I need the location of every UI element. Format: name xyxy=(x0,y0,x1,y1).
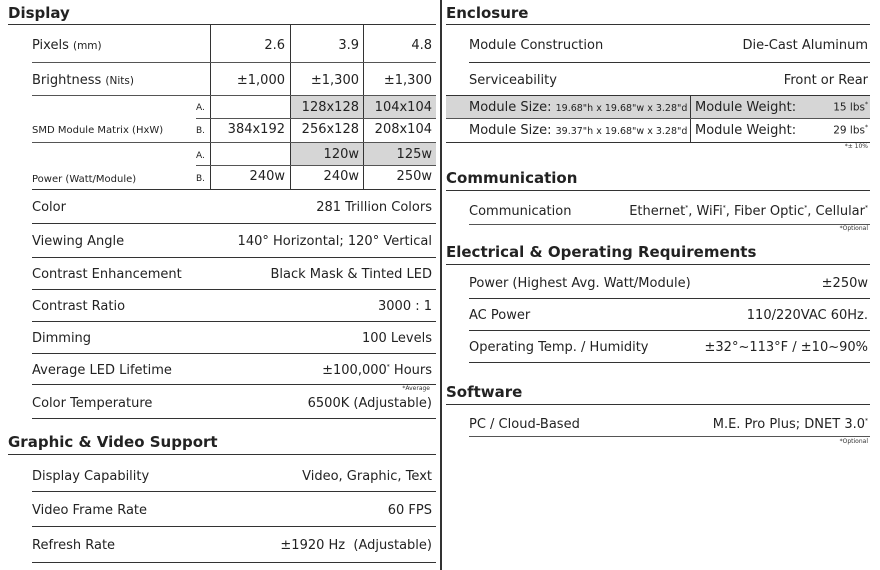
power-b-value: 240w xyxy=(249,169,285,184)
divider xyxy=(446,190,870,191)
column-divider xyxy=(440,0,442,570)
module-weight-a-label: Module Weight: xyxy=(695,100,797,115)
row-b-marker: B. xyxy=(196,126,206,136)
divider xyxy=(32,257,436,258)
brightness-value: ±1,300 xyxy=(310,73,359,88)
brightness-value: ±1,000 xyxy=(236,73,285,88)
row-a-marker: A. xyxy=(196,103,205,113)
divider xyxy=(446,118,870,119)
spec-row-contrast-enhancement: Contrast Enhancement Black Mask & Tinted LED xyxy=(32,267,432,282)
module-size-b: Module Size: 39.37"h x 19.68"w x 3.28"d xyxy=(469,123,688,138)
brightness-value: ±1,300 xyxy=(383,73,432,88)
divider xyxy=(8,454,436,455)
spec-row-refresh-rate: Refresh Rate ±1920 Hz (Adjustable) xyxy=(32,538,432,553)
divider xyxy=(469,330,870,331)
display-section-title: Display xyxy=(8,4,70,22)
spec-row-serviceability: Serviceability Front or Rear xyxy=(469,73,868,88)
footnote: *Optional xyxy=(839,438,868,445)
divider xyxy=(32,223,436,224)
divider xyxy=(32,95,436,96)
divider xyxy=(446,24,870,25)
divider xyxy=(32,321,436,322)
spec-row-color: Color 281 Trillion Colors xyxy=(32,200,432,215)
power-label: Power (Watt/Module) xyxy=(32,174,137,185)
divider xyxy=(32,562,436,563)
footnote: *Average xyxy=(402,385,430,392)
spec-row-construction: Module Construction Die-Cast Aluminum xyxy=(469,38,868,53)
divider xyxy=(32,526,436,527)
power-a-value: 120w xyxy=(323,147,359,162)
module-size-a: Module Size: 19.68"h x 19.68"w x 3.28"d xyxy=(469,100,688,115)
spec-row-software: PC / Cloud-Based M.E. Pro Plus; DNET 3.0* xyxy=(469,417,868,432)
pitch-value: 2.6 xyxy=(264,38,285,53)
enclosure-section-title: Enclosure xyxy=(446,4,529,22)
divider xyxy=(446,264,870,265)
divider xyxy=(469,298,870,299)
smd-b-value: 256x128 xyxy=(301,122,359,137)
pixels-label: Pixels (mm) xyxy=(32,38,102,53)
divider xyxy=(446,142,870,143)
communication-section-title: Communication xyxy=(446,169,578,187)
pitch-value: 3.9 xyxy=(338,38,359,53)
divider xyxy=(469,362,870,363)
power-b-value: 240w xyxy=(323,169,359,184)
divider xyxy=(8,24,436,25)
divider xyxy=(32,142,436,143)
spec-row-power: Power (Highest Avg. Watt/Module) ±250w xyxy=(469,276,868,291)
spec-row-led-lifetime: Average LED Lifetime ±100,000* Hours xyxy=(32,363,432,378)
smd-a-value: 104x104 xyxy=(374,100,432,115)
electrical-section-title: Electrical & Operating Requirements xyxy=(446,243,757,261)
row-b-marker: B. xyxy=(196,174,206,184)
power-a-value: 125w xyxy=(396,147,432,162)
smd-a-value: 128x128 xyxy=(301,100,359,115)
spec-row-communication: Communication Ethernet*, WiFi*, Fiber Optic*, Cellular* xyxy=(469,204,868,219)
divider xyxy=(32,289,436,290)
module-weight-b-value: 29 lbs* xyxy=(833,124,868,137)
module-weight-b-label: Module Weight: xyxy=(695,123,797,138)
divider xyxy=(469,62,870,63)
divider xyxy=(32,418,436,419)
divider xyxy=(196,118,436,119)
spec-row-color-temperature: Color Temperature 6500K (Adjustable) xyxy=(32,396,432,411)
power-b-value: 250w xyxy=(396,169,432,184)
smd-b-value: 208x104 xyxy=(374,122,432,137)
divider xyxy=(469,224,870,225)
graphic-section-title: Graphic & Video Support xyxy=(8,433,218,451)
spec-row-dimming: Dimming 100 Levels xyxy=(32,331,432,346)
divider xyxy=(446,404,870,405)
pitch-value: 4.8 xyxy=(411,38,432,53)
spec-row-display-capability: Display Capability Video, Graphic, Text xyxy=(32,469,432,484)
brightness-label: Brightness (Nits) xyxy=(32,73,134,88)
divider xyxy=(32,62,436,63)
grid-line xyxy=(690,96,691,142)
divider xyxy=(196,165,436,166)
divider xyxy=(32,189,436,190)
module-weight-a-value: 15 lbs* xyxy=(833,101,868,114)
smd-label: SMD Module Matrix (HxW) xyxy=(32,125,164,136)
spec-row-ac-power: AC Power 110/220VAC 60Hz. xyxy=(469,308,868,323)
divider xyxy=(32,353,436,354)
footnote: *± 10% xyxy=(844,143,868,150)
software-section-title: Software xyxy=(446,383,523,401)
smd-b-value: 384x192 xyxy=(227,122,285,137)
footnote: *Optional xyxy=(839,225,868,232)
spec-row-viewing-angle: Viewing Angle 140° Horizontal; 120° Vertical xyxy=(32,234,432,249)
divider xyxy=(32,491,436,492)
spec-row-operating-temp: Operating Temp. / Humidity ±32°~113°F / ±10~90% xyxy=(469,340,868,355)
divider xyxy=(469,436,870,437)
spec-row-contrast-ratio: Contrast Ratio 3000 : 1 xyxy=(32,299,432,314)
spec-row-frame-rate: Video Frame Rate 60 FPS xyxy=(32,503,432,518)
row-a-marker: A. xyxy=(196,151,205,161)
divider xyxy=(32,384,436,385)
